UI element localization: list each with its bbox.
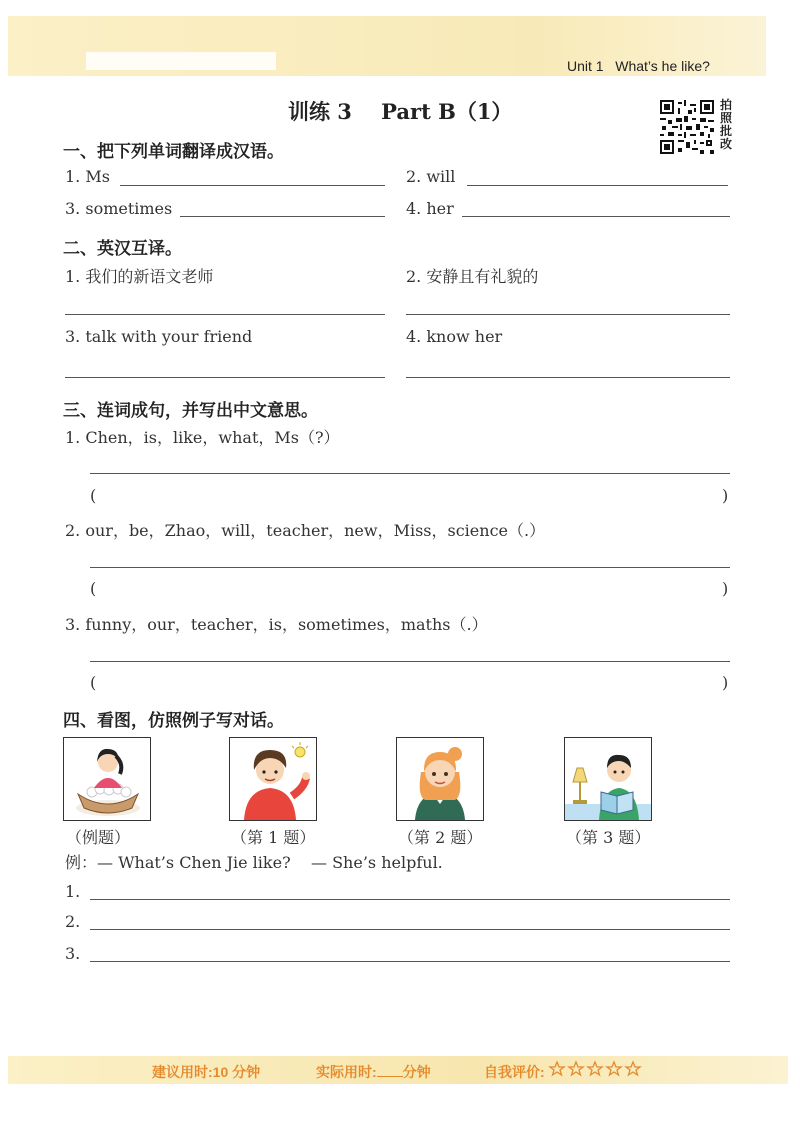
s1-item-1: 1. Ms xyxy=(65,167,110,186)
star-icon xyxy=(550,1062,564,1075)
s2-answer-line-2[interactable] xyxy=(406,314,730,315)
s4-answer-line-1[interactable] xyxy=(90,899,730,900)
qr-label: 拍 照 批 改 xyxy=(719,98,732,151)
s3-answer-line-1[interactable] xyxy=(90,473,730,474)
star-icon xyxy=(588,1062,602,1075)
s3-item-1: 1. Chen，is，like，what，Ms（?） xyxy=(65,428,340,447)
s2-answer-line-1[interactable] xyxy=(65,314,385,315)
s4-line-label-2: 2. xyxy=(65,912,81,931)
s4-answer-line-3[interactable] xyxy=(90,961,730,962)
star-icon xyxy=(569,1062,583,1075)
actual-time-blank[interactable] xyxy=(377,1076,403,1077)
s2-item-1: 1. 我们的新语文老师 xyxy=(65,267,214,286)
s1-item-3: 3. sometimes xyxy=(65,199,173,218)
s3-paren-close-2: ) xyxy=(722,579,729,598)
s3-answer-line-2[interactable] xyxy=(90,567,730,568)
self-eval-label: 自我评价: xyxy=(484,1064,545,1080)
caption-2: （第 2 题） xyxy=(398,828,483,847)
star-icon xyxy=(626,1062,640,1075)
section-2-heading: 二、英汉互译。 xyxy=(63,239,182,259)
unit-number: Unit 1 xyxy=(567,58,604,74)
s3-paren-open-2: ( xyxy=(90,579,97,598)
boy-idea-illustration xyxy=(230,738,316,820)
s2-item-3: 3. talk with your friend xyxy=(65,327,253,346)
boy-reading-illustration xyxy=(565,738,651,820)
s4-answer-line-2[interactable] xyxy=(90,929,730,930)
page-title: 训练 3 Part B（1） xyxy=(288,99,513,124)
s3-paren-close-3: ) xyxy=(722,673,729,692)
s2-answer-line-3[interactable] xyxy=(65,377,385,378)
s1-item-4: 4. her xyxy=(406,199,454,218)
girl-washing-illustration xyxy=(64,738,150,820)
s4-line-label-1: 1. xyxy=(65,882,81,901)
s3-answer-line-3[interactable] xyxy=(90,661,730,662)
actual-time xyxy=(316,1062,431,1082)
s2-item-4: 4. know her xyxy=(406,327,503,346)
actual-time-unit: 分钟 xyxy=(402,1064,431,1080)
s3-item-2: 2. our，be，Zhao，will，teacher，new，Miss，science（.） xyxy=(65,521,546,540)
s3-paren-open-3: ( xyxy=(90,673,97,692)
picture-3 xyxy=(564,737,652,821)
s1-item-2: 2. will xyxy=(406,167,456,186)
caption-3: （第 3 题） xyxy=(566,828,651,847)
section-1-heading: 一、把下列单词翻译成汉语。 xyxy=(63,142,284,162)
qr-code[interactable] xyxy=(660,100,714,154)
s3-paren-open-1: ( xyxy=(90,486,97,505)
actual-time-label: 实际用时: xyxy=(316,1064,377,1080)
s3-paren-close-1: ) xyxy=(722,486,729,505)
caption-example: （例题） xyxy=(66,828,131,847)
star-icon xyxy=(607,1062,621,1075)
picture-1 xyxy=(229,737,317,821)
picture-example xyxy=(63,737,151,821)
header-blank xyxy=(86,52,276,70)
rating-stars[interactable] xyxy=(548,1060,648,1078)
example-dialogue: 例：— What’s Chen Jie like? — She’s helpful. xyxy=(65,853,443,872)
s1-answer-line-3[interactable] xyxy=(180,216,385,217)
section-4-heading: 四、看图，仿照例子写对话。 xyxy=(63,711,284,731)
caption-1: （第 1 题） xyxy=(231,828,316,847)
s2-item-2: 2. 安静且有礼貌的 xyxy=(406,267,539,286)
s1-answer-line-4[interactable] xyxy=(462,216,730,217)
unit-label xyxy=(567,58,710,74)
unit-title: What’s he like? xyxy=(615,58,710,74)
picture-2 xyxy=(396,737,484,821)
section-3-heading: 三、连词成句，并写出中文意思。 xyxy=(63,401,318,421)
s2-answer-line-4[interactable] xyxy=(406,377,730,378)
s3-item-3: 3. funny，our，teacher，is，sometimes，maths（.） xyxy=(65,615,488,634)
s1-answer-line-1[interactable] xyxy=(120,185,385,186)
suggested-time: 建议用时:10 分钟 xyxy=(152,1064,261,1080)
s1-answer-line-2[interactable] xyxy=(467,185,728,186)
s4-line-label-3: 3. xyxy=(65,944,81,963)
girl-illustration xyxy=(397,738,483,820)
